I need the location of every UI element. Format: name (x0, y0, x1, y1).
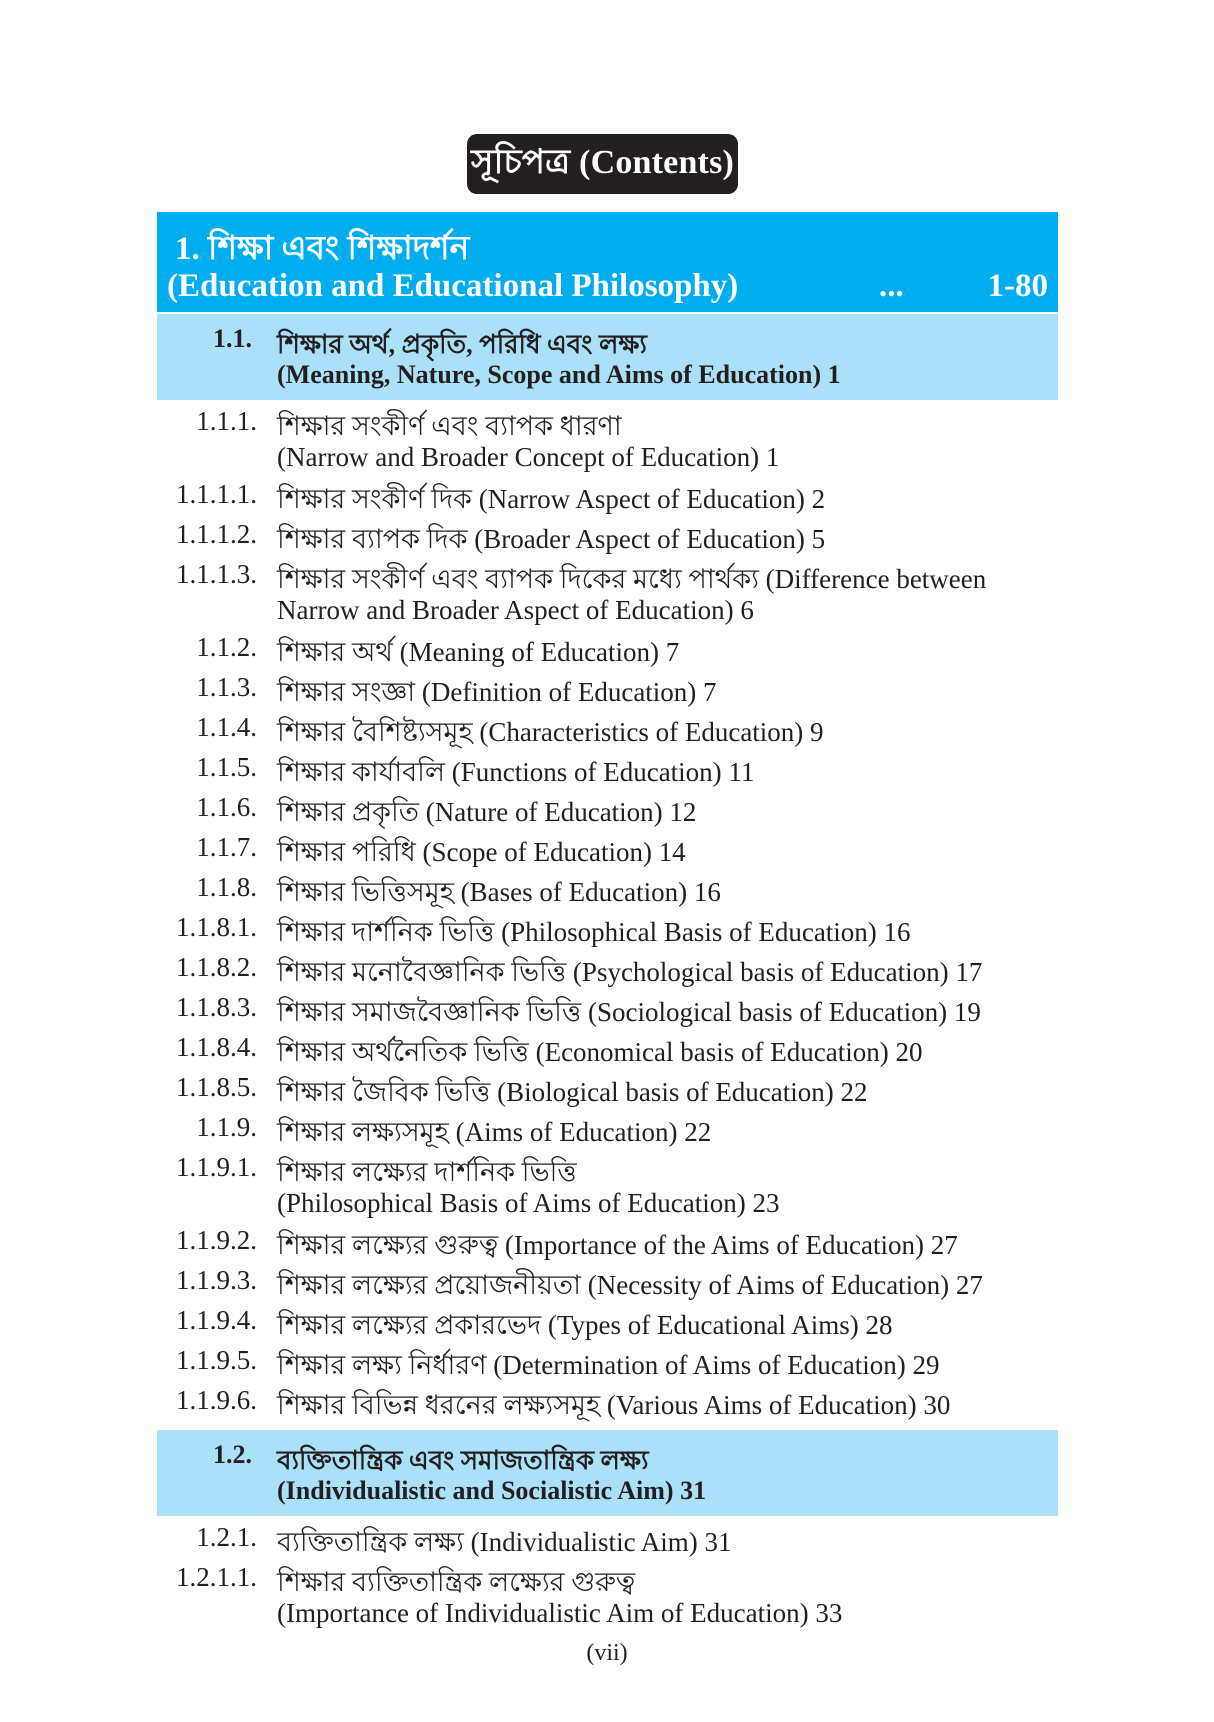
entry-text-continued: (Importance of Individualistic Aim of Education) 33 (277, 1598, 843, 1628)
entry-text: শিক্ষার অর্থনৈতিক ভিত্তি (Economical basis of Education) 20 (277, 1037, 923, 1067)
section-header (157, 314, 1058, 400)
contents-title-badge: সূচিপত্র (Contents) (467, 134, 738, 194)
entry-number: 1.1.1.1. (176, 479, 257, 509)
entry-number: 1.1.2. (196, 632, 257, 662)
entry-number: 1.1.9.3. (176, 1265, 257, 1295)
entry-text: শিক্ষার লক্ষ্যের প্রকারভেদ (Types of Educational Aims) 28 (277, 1310, 893, 1340)
entry-text: শিক্ষার লক্ষ্যের গুরুত্ব (Importance of the Aims of Education) 27 (277, 1230, 958, 1260)
chapter-leader-dots: ... (879, 268, 904, 304)
entry-text: শিক্ষার সংকীর্ণ দিক (Narrow Aspect of Education) 2 (277, 484, 826, 514)
entry-number: 1.1.9.1. (176, 1152, 257, 1182)
entry-text: শিক্ষার জৈবিক ভিত্তি (Biological basis of Education) 22 (277, 1077, 868, 1107)
section-title-bengali: শিক্ষার অর্থ, প্রকৃতি, পরিধি এবং লক্ষ্য (277, 330, 647, 359)
entry-text: শিক্ষার ব্যাপক দিক (Broader Aspect of Education) 5 (277, 524, 826, 554)
entry-number: 1.1.8.2. (176, 952, 257, 982)
entry-number: 1.1.5. (196, 752, 257, 782)
entry-number: 1.1.7. (196, 832, 257, 862)
section-header (157, 1430, 1058, 1516)
entry-number: 1.1.6. (196, 792, 257, 822)
section-number: 1.1. (213, 324, 252, 353)
entry-number: 1.1.9.5. (176, 1345, 257, 1375)
entry-number: 1.1.9.4. (176, 1305, 257, 1335)
entry-number: 1.1.8.5. (176, 1072, 257, 1102)
entry-text: ব্যক্তিতান্ত্রিক লক্ষ্য (Individualistic Aim) 31 (277, 1527, 732, 1557)
entry-text: শিক্ষার মনোবৈজ্ঞানিক ভিত্তি (Psychological basis of Education) 17 (277, 957, 983, 987)
entry-number: 1.2.1.1. (176, 1562, 257, 1592)
entry-text: শিক্ষার বিভিন্ন ধরনের লক্ষ্যসমূহ (Various Aims of Education) 30 (277, 1390, 951, 1420)
entry-text: শিক্ষার সংকীর্ণ এবং ব্যাপক ধারণা (277, 411, 622, 441)
section-number: 1.2. (213, 1440, 252, 1469)
entry-text-continued: Narrow and Broader Aspect of Education) 6 (277, 595, 754, 625)
entry-number: 1.1.9. (196, 1112, 257, 1142)
chapter-header (157, 212, 1058, 312)
entry-text-continued: (Philosophical Basis of Aims of Education) 23 (277, 1188, 780, 1218)
entry-text: শিক্ষার লক্ষ্যের প্রয়োজনীয়তা (Necessity of Aims of Education) 27 (277, 1270, 983, 1300)
entry-text: শিক্ষার লক্ষ্যসমূহ (Aims of Education) 22 (277, 1117, 712, 1147)
entry-text: শিক্ষার দার্শনিক ভিত্তি (Philosophical Basis of Education) 16 (277, 917, 911, 947)
entry-text: শিক্ষার কার্যাবলি (Functions of Education) 11 (277, 757, 755, 787)
entry-number: 1.1.8.4. (176, 1032, 257, 1062)
section-title-english: (Individualistic and Socialistic Aim) 31 (277, 1476, 707, 1505)
entry-number: 1.1.1.3. (176, 559, 257, 589)
chapter-title-english: (Education and Educational Philosophy) (167, 268, 739, 304)
entry-text: শিক্ষার ভিত্তিসমূহ (Bases of Education) 16 (277, 877, 721, 907)
section-title-english: (Meaning, Nature, Scope and Aims of Education) 1 (277, 360, 841, 389)
entry-number: 1.1.3. (196, 672, 257, 702)
entry-number: 1.1.8. (196, 872, 257, 902)
chapter-page-range: 1-80 (987, 268, 1048, 304)
entry-number: 1.1.8.1. (176, 912, 257, 942)
entry-number: 1.1.9.6. (176, 1385, 257, 1415)
section-title-bengali: ব্যক্তিতান্ত্রিক এবং সমাজতান্ত্রিক লক্ষ্য (277, 1446, 649, 1475)
page-number: (vii) (586, 1640, 628, 1666)
entry-text-continued: (Narrow and Broader Concept of Education) 1 (277, 442, 780, 472)
entry-number: 1.2.1. (196, 1522, 257, 1552)
entry-number: 1.1.4. (196, 712, 257, 742)
entry-number: 1.1.1. (196, 406, 257, 436)
chapter-title-bengali: 1. শিক্ষা এবং শিক্ষাদর্শন (175, 231, 470, 267)
entry-text: শিক্ষার সংজ্ঞা (Definition of Education) 7 (277, 677, 717, 707)
entry-text: শিক্ষার বৈশিষ্ট্যসমূহ (Characteristics of Education) 9 (277, 717, 824, 747)
entry-text: শিক্ষার পরিধি (Scope of Education) 14 (277, 837, 686, 867)
entry-number: 1.1.1.2. (176, 519, 257, 549)
entry-text: শিক্ষার সমাজবৈজ্ঞানিক ভিত্তি (Sociological basis of Education) 19 (277, 997, 981, 1027)
entry-text: শিক্ষার লক্ষ্য নির্ধারণ (Determination of Aims of Education) 29 (277, 1350, 940, 1380)
entry-text: শিক্ষার সংকীর্ণ এবং ব্যাপক দিকের মধ্যে পার্থক্য (Difference between (277, 564, 987, 594)
entry-text: শিক্ষার লক্ষ্যের দার্শনিক ভিত্তি (277, 1157, 577, 1187)
entry-text: শিক্ষার অর্থ (Meaning of Education) 7 (277, 637, 680, 667)
entry-number: 1.1.9.2. (176, 1225, 257, 1255)
entry-text: শিক্ষার ব্যক্তিতান্ত্রিক লক্ষ্যের গুরুত্ব (277, 1567, 636, 1597)
entry-text: শিক্ষার প্রকৃতি (Nature of Education) 12 (277, 797, 697, 827)
entry-number: 1.1.8.3. (176, 992, 257, 1022)
